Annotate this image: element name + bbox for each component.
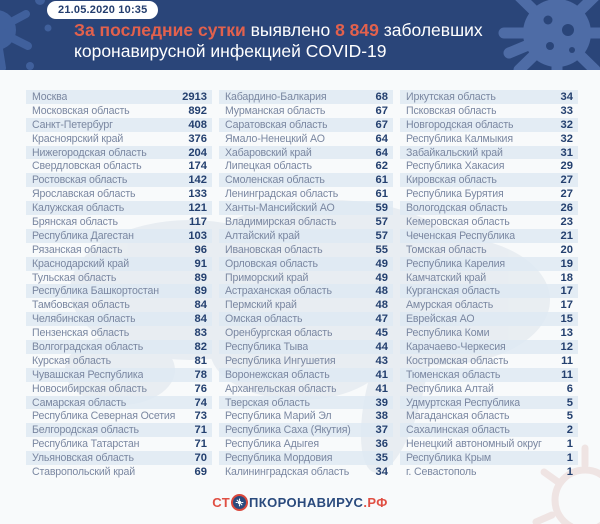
region-row <box>400 423 578 437</box>
region-name: Оренбургская область <box>225 327 333 340</box>
headline <box>74 20 483 62</box>
region-row <box>400 215 578 229</box>
region-row <box>400 465 578 479</box>
region-row <box>219 215 393 229</box>
region-row <box>219 284 393 298</box>
region-row <box>400 354 578 368</box>
region-row <box>219 132 393 146</box>
region-value: 26 <box>560 202 573 215</box>
logo-main: ПКОРОНАВИРУС <box>249 495 364 510</box>
region-name: Карачаево-Черкесия <box>406 340 506 353</box>
region-name: Камчатский край <box>406 271 487 284</box>
region-name: Вологодская область <box>406 202 508 215</box>
region-name: Московская область <box>32 104 130 117</box>
region-name: Смоленская область <box>225 174 325 187</box>
region-row <box>400 284 578 298</box>
region-value: 67 <box>375 118 388 131</box>
region-value: 408 <box>188 118 207 131</box>
region-value: 17 <box>560 299 573 312</box>
region-name: Сахалинская область <box>406 424 510 437</box>
region-value: 12 <box>560 340 573 353</box>
region-value: 44 <box>375 340 388 353</box>
region-row <box>26 312 212 326</box>
region-row <box>26 409 212 423</box>
region-row <box>26 215 212 229</box>
region-row <box>26 326 212 340</box>
region-row <box>26 243 212 257</box>
region-value: 49 <box>375 257 388 270</box>
region-row <box>400 159 578 173</box>
region-name: Курская область <box>32 354 111 367</box>
region-value: 376 <box>188 132 207 145</box>
region-value: 1 <box>566 438 573 451</box>
region-name: Ненецкий автономный округ <box>406 438 542 451</box>
region-name: Самарская область <box>32 396 127 409</box>
region-name: Магаданская область <box>406 410 510 423</box>
region-row <box>26 90 212 104</box>
region-name: Республика Татарстан <box>32 438 140 451</box>
region-name: Костромская область <box>406 354 509 367</box>
region-row <box>26 340 212 354</box>
headline-suffix: заболевших <box>378 20 483 40</box>
region-row <box>400 201 578 215</box>
region-value: 89 <box>194 285 207 298</box>
region-row <box>400 118 578 132</box>
region-value: 133 <box>188 188 207 201</box>
region-name: Саратовская область <box>225 118 328 131</box>
region-row <box>219 451 393 465</box>
region-value: 34 <box>375 465 388 478</box>
region-name: Республика Марий Эл <box>225 410 332 423</box>
region-name: Курганская область <box>406 285 500 298</box>
region-name: Владимирская область <box>225 215 337 228</box>
region-row <box>219 90 393 104</box>
region-value: 43 <box>375 354 388 367</box>
region-row <box>219 382 393 396</box>
region-name: Республика Хакасия <box>406 160 505 173</box>
region-name: Республика Северная Осетия <box>32 410 176 423</box>
region-name: Республика Тыва <box>225 340 309 353</box>
region-value: 84 <box>194 313 207 326</box>
region-column <box>219 90 393 479</box>
region-value: 73 <box>194 410 207 423</box>
region-row <box>26 437 212 451</box>
region-name: Тамбовская область <box>32 299 130 312</box>
region-name: Ямало-Ненецкий АО <box>225 132 325 145</box>
region-name: Липецкая область <box>225 160 312 173</box>
region-value: 103 <box>188 229 207 242</box>
region-value: 61 <box>375 174 388 187</box>
region-name: Воронежская область <box>225 368 330 381</box>
region-row <box>219 368 393 382</box>
region-value: 32 <box>560 118 573 131</box>
stop-sign-virus-icon <box>231 494 248 511</box>
region-value: 55 <box>375 243 388 256</box>
virus-decoration-right-icon <box>482 0 600 70</box>
region-name: Удмуртская Республика <box>406 396 521 409</box>
region-name: Ростовская область <box>32 174 128 187</box>
region-value: 84 <box>194 299 207 312</box>
region-name: Новгородская область <box>406 118 514 131</box>
region-name: Чувашская Республика <box>32 368 144 381</box>
region-row <box>26 118 212 132</box>
region-value: 20 <box>560 243 573 256</box>
region-row <box>400 382 578 396</box>
table-area <box>0 70 600 524</box>
region-row <box>26 284 212 298</box>
region-name: Республика Башкортостан <box>32 285 159 298</box>
region-row <box>219 257 393 271</box>
region-row <box>219 340 393 354</box>
region-value: 2913 <box>182 90 207 103</box>
region-value: 69 <box>194 465 207 478</box>
region-name: Республика Ингушетия <box>225 354 336 367</box>
region-name: Республика Бурятия <box>406 188 504 201</box>
region-name: Архангельская область <box>225 382 337 395</box>
region-row <box>219 354 393 368</box>
region-row <box>219 146 393 160</box>
region-row <box>26 368 212 382</box>
region-value: 121 <box>188 202 207 215</box>
region-value: 31 <box>560 146 573 159</box>
region-value: 78 <box>194 368 207 381</box>
region-row <box>26 396 212 410</box>
region-name: г. Севастополь <box>406 465 477 478</box>
region-value: 38 <box>375 410 388 423</box>
region-row <box>26 229 212 243</box>
region-name: Иркутская область <box>406 90 496 103</box>
region-value: 74 <box>194 396 207 409</box>
region-row <box>400 243 578 257</box>
region-row <box>400 132 578 146</box>
region-name: Кабардино-Балкария <box>225 90 327 103</box>
region-value: 35 <box>375 452 388 465</box>
region-name: Орловская область <box>225 257 318 270</box>
timestamp-text: 21.05.2020 10:35 <box>58 4 148 16</box>
region-row <box>219 271 393 285</box>
region-row <box>219 326 393 340</box>
region-value: 204 <box>188 146 207 159</box>
region-value: 96 <box>194 243 207 256</box>
region-name: Кемеровская область <box>406 215 510 228</box>
region-column <box>26 90 212 479</box>
region-name: Свердловская область <box>32 160 142 173</box>
region-name: Амурская область <box>406 299 494 312</box>
region-value: 21 <box>560 229 573 242</box>
region-value: 23 <box>560 215 573 228</box>
region-value: 64 <box>375 146 388 159</box>
region-value: 32 <box>560 132 573 145</box>
region-row <box>400 187 578 201</box>
region-name: Ульяновская область <box>32 452 134 465</box>
region-name: Калининградская область <box>225 465 350 478</box>
region-name: Новосибирская область <box>32 382 147 395</box>
timestamp-badge <box>47 1 158 19</box>
region-value: 82 <box>194 340 207 353</box>
region-value: 57 <box>375 229 388 242</box>
region-name: Республика Карелия <box>406 257 505 270</box>
region-row <box>400 451 578 465</box>
region-value: 27 <box>560 174 573 187</box>
region-name: Москва <box>32 90 68 103</box>
region-row <box>400 146 578 160</box>
region-value: 45 <box>375 327 388 340</box>
region-row <box>26 354 212 368</box>
region-value: 142 <box>188 174 207 187</box>
region-row <box>219 173 393 187</box>
region-value: 37 <box>375 424 388 437</box>
region-value: 13 <box>560 327 573 340</box>
region-name: Ханты-Мансийский АО <box>225 202 335 215</box>
region-row <box>26 187 212 201</box>
region-row <box>219 187 393 201</box>
logo-prefix: СТ <box>212 495 231 510</box>
region-value: 18 <box>560 271 573 284</box>
region-row <box>26 465 212 479</box>
region-name: Челябинская область <box>32 313 136 326</box>
region-value: 1 <box>566 465 573 478</box>
region-name: Тульская область <box>32 271 117 284</box>
region-name: Кировская область <box>406 174 497 187</box>
region-name: Астраханская область <box>225 285 332 298</box>
region-value: 27 <box>560 188 573 201</box>
region-value: 11 <box>561 368 573 381</box>
region-row <box>400 257 578 271</box>
region-value: 57 <box>375 215 388 228</box>
region-name: Краснодарский край <box>32 257 130 270</box>
region-value: 5 <box>566 396 573 409</box>
region-row <box>400 437 578 451</box>
region-value: 48 <box>375 299 388 312</box>
region-row <box>400 312 578 326</box>
region-name: Нижегородская область <box>32 146 147 159</box>
region-value: 17 <box>560 285 573 298</box>
region-row <box>26 132 212 146</box>
region-row <box>400 368 578 382</box>
region-name: Белгородская область <box>32 424 139 437</box>
region-row <box>400 271 578 285</box>
region-value: 68 <box>375 90 388 103</box>
region-value: 1 <box>566 452 573 465</box>
region-row <box>400 104 578 118</box>
region-row <box>219 104 393 118</box>
region-value: 41 <box>375 382 388 395</box>
region-row <box>400 298 578 312</box>
region-value: 59 <box>375 202 388 215</box>
region-name: Республика Алтай <box>406 382 494 395</box>
region-name: Республика Коми <box>406 327 490 340</box>
region-value: 64 <box>375 132 388 145</box>
region-column <box>400 90 578 479</box>
headline-highlight: За последние сутки <box>74 20 246 40</box>
region-value: 89 <box>194 271 207 284</box>
region-value: 6 <box>566 382 573 395</box>
region-row <box>219 423 393 437</box>
region-row <box>400 326 578 340</box>
region-name: Республика Мордовия <box>225 452 333 465</box>
region-value: 67 <box>375 104 388 117</box>
region-name: Еврейская АО <box>406 313 475 326</box>
region-value: 5 <box>566 410 573 423</box>
region-row <box>219 437 393 451</box>
region-name: Рязанская область <box>32 243 123 256</box>
region-name: Тверская область <box>225 396 310 409</box>
region-name: Ставропольский край <box>32 465 135 478</box>
region-row <box>219 229 393 243</box>
region-value: 81 <box>194 354 207 367</box>
logo-domain: .РФ <box>363 495 388 510</box>
region-row <box>400 340 578 354</box>
region-name: Пензенская область <box>32 327 130 340</box>
region-value: 48 <box>375 285 388 298</box>
region-name: Забайкальский край <box>406 146 503 159</box>
region-row <box>26 257 212 271</box>
region-row <box>219 312 393 326</box>
region-value: 62 <box>375 160 388 173</box>
region-row <box>219 201 393 215</box>
region-value: 33 <box>560 104 573 117</box>
region-value: 34 <box>560 90 573 103</box>
region-row <box>400 409 578 423</box>
region-row <box>219 118 393 132</box>
region-value: 71 <box>194 424 207 437</box>
region-name: Чеченская Республика <box>406 229 515 242</box>
region-row <box>26 146 212 160</box>
region-value: 15 <box>560 313 573 326</box>
region-row <box>26 271 212 285</box>
region-name: Ярославская область <box>32 188 136 201</box>
region-name: Томская область <box>406 243 487 256</box>
region-name: Ленинградская область <box>225 188 339 201</box>
region-row <box>26 451 212 465</box>
region-row <box>26 159 212 173</box>
region-name: Республика Калмыкия <box>406 132 513 145</box>
region-name: Республика Адыгея <box>225 438 319 451</box>
region-row <box>26 104 212 118</box>
region-row <box>219 298 393 312</box>
region-row <box>400 229 578 243</box>
region-value: 61 <box>375 188 388 201</box>
region-value: 91 <box>194 257 207 270</box>
region-value: 174 <box>188 160 207 173</box>
region-name: Псковская область <box>406 104 497 117</box>
region-value: 11 <box>561 354 573 367</box>
region-value: 76 <box>194 382 207 395</box>
region-value: 49 <box>375 271 388 284</box>
region-name: Санкт-Петербург <box>32 118 113 131</box>
region-row <box>26 173 212 187</box>
headline-count: 8 849 <box>335 20 379 40</box>
stopcoronavirus-logo <box>0 494 600 511</box>
region-name: Республика Саха (Якутия) <box>225 424 351 437</box>
region-value: 36 <box>375 438 388 451</box>
region-name: Тюменская область <box>406 368 501 381</box>
region-row <box>400 173 578 187</box>
region-name: Волгоградская область <box>32 340 144 353</box>
region-name: Мурманская область <box>225 104 326 117</box>
region-name: Республика Дагестан <box>32 229 134 242</box>
region-row <box>219 396 393 410</box>
region-name: Ивановская область <box>225 243 323 256</box>
region-value: 2 <box>566 424 573 437</box>
region-name: Пермский край <box>225 299 297 312</box>
region-value: 892 <box>188 104 207 117</box>
header-banner <box>0 0 600 70</box>
headline-mid: выявлено <box>245 20 336 40</box>
regions-table <box>26 90 578 479</box>
region-row <box>219 159 393 173</box>
headline-line2: коронавирусной инфекцией COVID-19 <box>74 41 387 61</box>
region-value: 19 <box>560 257 573 270</box>
region-name: Алтайский край <box>225 229 300 242</box>
region-name: Брянская область <box>32 215 118 228</box>
region-name: Калужская область <box>32 202 125 215</box>
region-row <box>219 243 393 257</box>
region-name: Хабаровский край <box>225 146 312 159</box>
region-value: 71 <box>194 438 207 451</box>
region-row <box>400 90 578 104</box>
region-name: Красноярский край <box>32 132 124 145</box>
region-value: 29 <box>560 160 573 173</box>
region-row <box>400 396 578 410</box>
region-row <box>219 409 393 423</box>
region-row <box>26 298 212 312</box>
region-name: Омская область <box>225 313 303 326</box>
region-row <box>26 201 212 215</box>
region-value: 39 <box>375 396 388 409</box>
region-value: 83 <box>194 327 207 340</box>
region-name: Республика Крым <box>406 452 492 465</box>
headline-line1 <box>74 20 483 41</box>
region-value: 70 <box>194 452 207 465</box>
region-value: 47 <box>375 313 388 326</box>
region-row <box>219 465 393 479</box>
region-value: 117 <box>188 215 207 228</box>
region-value: 41 <box>375 368 388 381</box>
region-name: Приморский край <box>225 271 309 284</box>
region-row <box>26 382 212 396</box>
region-row <box>26 423 212 437</box>
